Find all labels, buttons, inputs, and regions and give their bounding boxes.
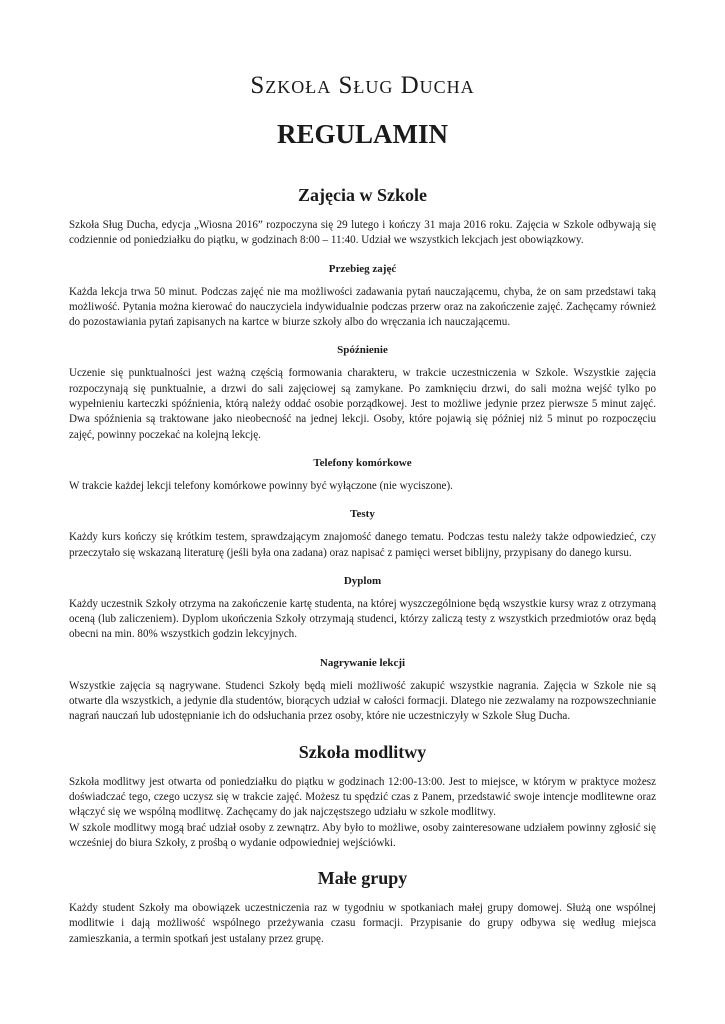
subsection-title-nagrywanie: Nagrywanie lekcji — [319, 656, 406, 669]
paragraph-modlitwy-2: W szkole modlitwy mogą brać udział osoby z zewnątrz. Aby było to możliwe, osoby zainteresowane udziałem powinny zgłosić się wcześniej do biura Szkoły, z prośbą o wydanie odpowiedniej wejściówki. — [69, 821, 656, 849]
subsection-title-przebieg: Przebieg zajęć — [328, 262, 397, 275]
school-name: Szkoła Sług Ducha — [250, 72, 475, 99]
subsection-title-spoznienie: Spóźnienie — [337, 344, 388, 357]
paragraph-nagrywanie: Wszystkie zajęcia są nagrywane. Studenci Szkoły będą mieli możliwość zakupić wszystkie nagrania. Zajęcia w Szkole nie są otwarte dla wszystkich, a jedynie dla studentów, biorących udział w całości formacji. Dlatego nie zezwalamy na rozpowszechnianie nagrań nauczań lub udostępnianie ich do odsłuchania przez osoby, które nie uczestniczyły w Szkole Sług Ducha. — [69, 679, 656, 723]
document-title: REGULAMIN — [276, 119, 448, 149]
paragraph-dyplom: Każdy uczestnik Szkoły otrzyma na zakończenie kartę studenta, na której wyszczególnione będą wszystkie kursy wraz z otrzymaną oceną (lub zaliczeniem). Dyplom ukończenia Szkoły otrzymają studenci, którzy zaliczą testy z wszystkich przedmiotów oraz będą obecni na min. 80% wszystkich godzin lekcyjnych. — [69, 597, 656, 641]
section-title-male-grupy: Małe grupy — [317, 868, 408, 889]
paragraph-przebieg: Każda lekcja trwa 50 minut. Podczas zajęć nie ma możliwości zadawania pytań nauczającemu, chyba, że on sam przedstawi taką możliwość. Pytania można kierować do nauczyciela indywidualnie podczas przerw oraz na zakończenie zajęć. Zachęcamy również do pozostawiania pytań zapisanych na kartce w biurze szkoły albo do wręczania ich nauczającemu. — [69, 285, 656, 329]
paragraph-testy: Każdy kurs kończy się krótkim testem, sprawdzającym znajomość danego tematu. Podczas testu należy także odpowiedzieć, czy przeczytało się wskazaną literaturę (jeśli była ona zadana) oraz napisać z pamięci werset biblijny, przypisany do danego kursu. — [69, 531, 656, 559]
subsection-title-telefony: Telefony komórkowe — [313, 456, 412, 469]
subsection-title-dyplom: Dyplom — [343, 574, 382, 587]
paragraph-male-grupy: Każdy student Szkoły ma obowiązek uczestniczenia raz w tygodniu w spotkaniach małej grupy domowej. Służą one wspólnej modlitwie i dają możliwość wspólnego przeżywania czasu formacji. Przypisanie do grupy odbywa się według miejsca zamieszkania, a termin spotkań jest ustalany przez grupę. — [69, 902, 656, 945]
paragraph-telefony: W trakcie każdej lekcji telefony komórkowe powinny być wyłączone (nie wyciszone). — [69, 479, 453, 492]
paragraph-zajecia-intro: Szkoła Sług Ducha, edycja „Wiosna 2016” rozpoczyna się 29 lutego i kończy 31 maja 2016 roku. Zajęcia w Szkole odbywają się codziennie od poniedziałku do piątku, w godzinach 8:00 – 11:40. Udział we wszystkich lekcjach jest obowiązkowy. — [69, 219, 656, 247]
section-title-zajecia: Zajęcia w Szkole — [298, 185, 427, 205]
section-title-szkola-modlitwy: Szkoła modlitwy — [298, 741, 427, 762]
paragraph-modlitwy-1: Szkoła modlitwy jest otwarta od poniedziałku do piątku w godzinach 12:00-13:00. Jest to miejsce, w którym w praktyce możesz doświadczać tego, czego uczysz się w trakcie zajęć. Możesz tu spędzić czas z Panem, przedstawić swoje intencje modlitewne oraz włączyć się we wspólną modlitwę. Zachęcamy do jak najczęstszego udziału w szkole modlitwy. — [69, 775, 656, 819]
subsection-title-testy: Testy — [350, 508, 375, 521]
paragraph-spoznienie: Uczenie się punktualności jest ważną częścią formowania charakteru, w trakcie uczestniczenia w Szkole. Wszystkie zajęcia rozpoczynają się punktualnie, a drzwi do sali zajęciowej są zamykane. Po zamknięciu drzwi, do sali można wejść tylko po wypełnieniu karteczki spóźnienia, którą należy oddać osobie porządkowej. Jest to możliwe jedynie przez pierwsze 5 minut zajęć. Dwa spóźnienia są traktowane jako nieobecność na jednej lekcji. Osoby, które pojawią się później niż 5 minut po rozpoczęciu zajęć, powinny poczekać na kolejną lekcję. — [69, 367, 656, 441]
